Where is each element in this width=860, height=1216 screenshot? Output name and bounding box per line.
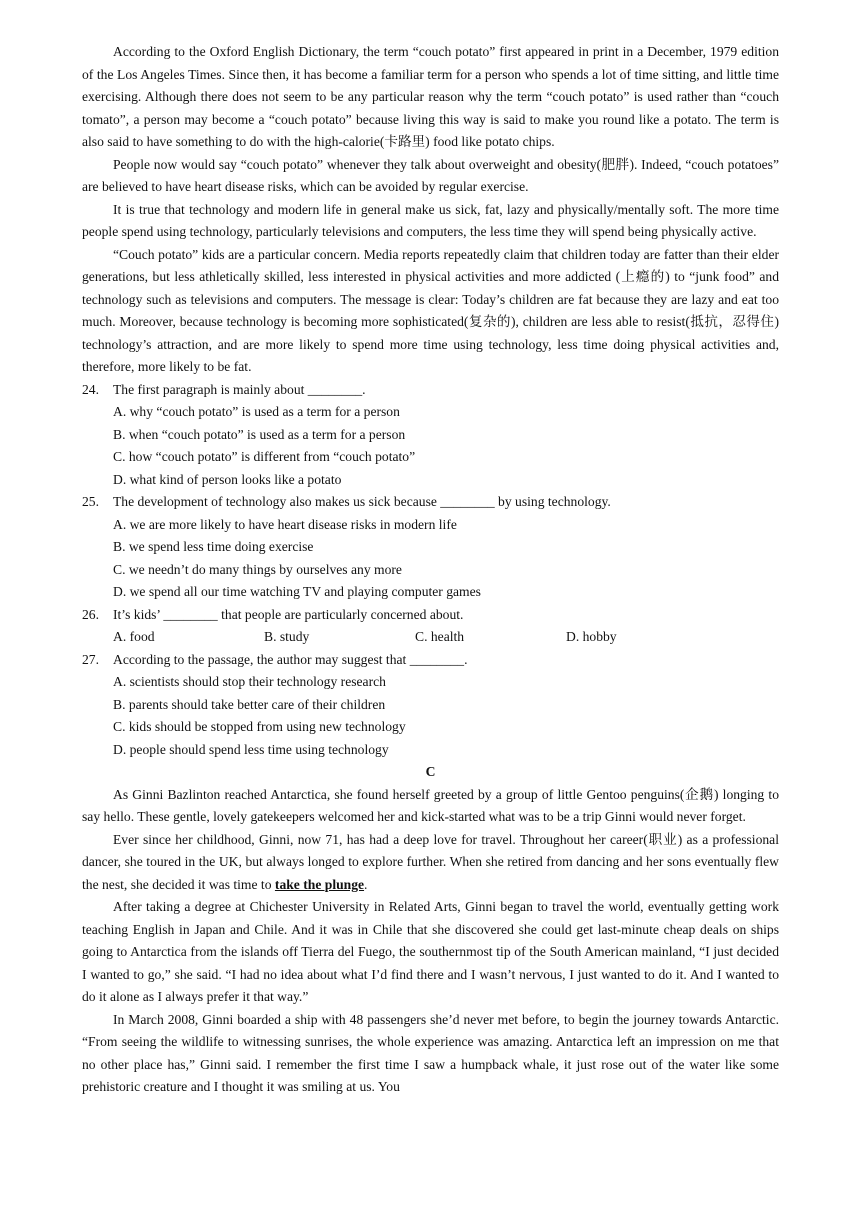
- option-row: [113, 626, 779, 649]
- option-a: A. scientists should stop their technology research: [113, 674, 386, 689]
- passage-b-paragraph-4: “Couch potato” kids are a particular concern. Media reports repeatedly claim that children today are fatter than their elder generations, but less athletically skilled, less interested in physical activities and more addicted (上瘾的) to “junk food” and technology such as televisions and computers. The message is clear: Today’s children are fat because they are lazy and eat too much. Moreover, because technology is becoming more sophisticated(复杂的), children are less able to resist(抵抗，忍得住) technology’s attraction, and are more likely to spend more time using technology, less time doing physical activities and, therefore, more likely to be fat.: [82, 246, 779, 374]
- option-c: C. health: [415, 629, 465, 644]
- question-stem: The first paragraph is mainly about ________.: [113, 381, 366, 397]
- option-a: A. food: [113, 629, 155, 644]
- paragraph-text: Ever since her childhood, Ginni, now 71, has had a deep love for travel. Throughout her career(职业) as a professional dancer, she toured in the UK, but always longed to explore further. When she retired from dancing and her sons eventually flew the nest, she decided it was time to: [82, 831, 779, 892]
- question-24: [82, 379, 779, 492]
- passage-b-paragraph-2: People now would say “couch potato” whenever they talk about overweight and obesity(肥胖). Indeed, “couch potatoes” are believed to have heart disease risks, which can be avoided by regular exercise.: [82, 156, 779, 194]
- option-c: C. we needn’t do many things by ourselves any more: [113, 561, 402, 577]
- option-a: A. why “couch potato” is used as a term for a person: [113, 404, 400, 419]
- question-27: [82, 649, 779, 762]
- passage-c-paragraph-3: After taking a degree at Chichester University in Related Arts, Ginni began to travel the world, eventually getting work teaching English in Japan and Chile. And it was in Chile that she discovered she could get last-minute cheap deals on ships going to Antarctica from the islands off Tierra del Fuego, the southernmost tip of the South American mainland, “I just decided I wanted to go,” she said. “I had no idea about what I’d find there and I wasn’t nervous, I just wanted to do it. And I wanted to do it alone as I always prefer it that way.”: [82, 899, 779, 1004]
- passage-c-paragraph-1: As Ginni Bazlinton reached Antarctica, she found herself greeted by a group of little Gentoo penguins(企鹅) longing to say hello. These gentle, lovely gatekeepers welcomed her and kick-started what was to be a trip Ginni would never forget.: [82, 786, 779, 824]
- passage-b-paragraph-3: It is true that technology and modern life in general make us sick, fat, lazy and physically/mentally soft. The more time people spend using technology, particularly televisions and computers, the less time they will spend being physically active.: [82, 201, 779, 239]
- question-number: 25.: [82, 494, 99, 509]
- option-b: B. parents should take better care of their children: [113, 696, 386, 712]
- question-stem: The development of technology also makes us sick because ________ by using technology.: [113, 494, 611, 509]
- passage-c-paragraph-2: [82, 829, 779, 897]
- question-25: [82, 491, 779, 604]
- option-b: B. we spend less time doing exercise: [113, 539, 314, 554]
- section-heading: C: [425, 764, 436, 779]
- option-b: B. when “couch potato” is used as a term for a person: [113, 426, 406, 442]
- passage-c-paragraph-4: In March 2008, Ginni boarded a ship with 48 passengers she’d never met before, to begin the journey towards Antarctic. “From seeing the wildlife to witnessing sunrises, the whole experience was amazing. Antarctica left an impression on me that no other place has,” Ginni said. I remember the first time I saw a humpback whale, it just rose out of the water like some prehistoric creature and I thought it was smiling at us. You: [82, 1011, 779, 1094]
- emphasized-phrase: take the plunge: [274, 876, 365, 892]
- paragraph-text-end: .: [364, 876, 368, 892]
- question-stem: It’s kids’ ________ that people are particularly concerned about.: [113, 606, 464, 622]
- option-c: C. kids should be stopped from using new technology: [113, 719, 406, 734]
- exam-page: [82, 41, 779, 1099]
- option-d: D. we spend all our time watching TV and playing computer games: [113, 584, 481, 599]
- question-number: 24.: [82, 381, 99, 397]
- question-26: [82, 604, 779, 649]
- option-a: A. we are more likely to have heart disease risks in modern life: [113, 516, 457, 532]
- question-number: 26.: [82, 606, 99, 622]
- option-d: D. what kind of person looks like a potato: [113, 471, 342, 487]
- question-number: 27.: [82, 651, 99, 667]
- option-d: D. people should spend less time using technology: [113, 741, 389, 757]
- question-stem: According to the passage, the author may suggest that ________.: [113, 651, 468, 667]
- option-d: D. hobby: [566, 629, 617, 644]
- option-b: B. study: [264, 629, 310, 644]
- option-c: C. how “couch potato” is different from “couch potato”: [113, 449, 416, 464]
- passage-b-paragraph-1: According to the Oxford English Dictionary, the term “couch potato” first appeared in print in a December, 1979 edition of the Los Angeles Times. Since then, it has become a familiar term for a person who spends a lot of time sitting, and little time exercising. Although there does not seem to be any particular reason why the term “couch potato” is used rather than “couch tomato”, a person may become a “couch potato” because living this way is said to make you round like a potato. The term is also said to have something to do with the high-calorie(卡路里) food like potato chips.: [82, 44, 779, 149]
